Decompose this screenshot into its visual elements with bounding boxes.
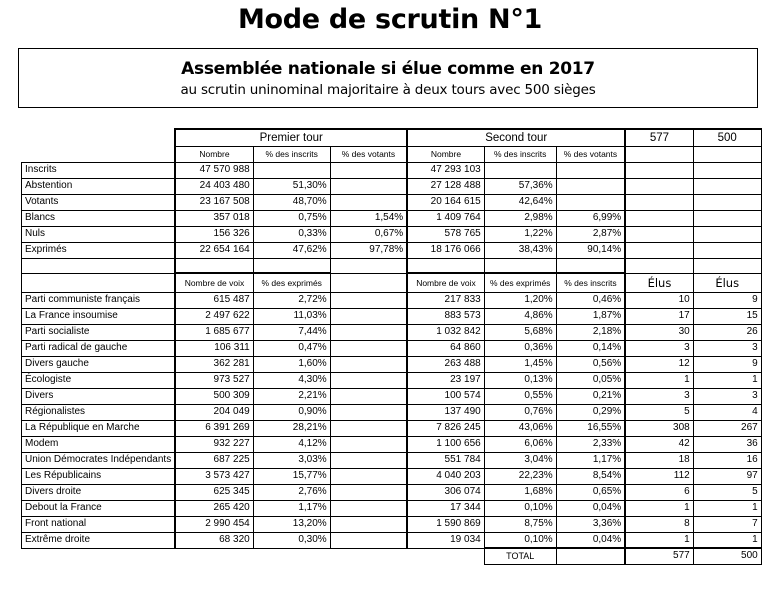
- t2-voix: 1 590 869: [407, 516, 484, 532]
- t1-pct-exprimes: 4,12%: [253, 436, 330, 452]
- elus-500: 7: [693, 516, 761, 532]
- t2-pct-votants: 90,14%: [556, 242, 625, 258]
- t1-voix: 265 420: [175, 500, 253, 516]
- t2-voix: 7 826 245: [407, 420, 484, 436]
- t1-voix: 973 527: [175, 372, 253, 388]
- empty-cell: [175, 548, 253, 564]
- t2-nombre: 47 293 103: [407, 162, 484, 178]
- header-elus-500: Élus: [693, 273, 761, 292]
- results-table: [21, 128, 762, 565]
- t2-pct-inscrits: 0,21%: [556, 388, 625, 404]
- party-row: [22, 420, 762, 436]
- t2-pct-exprimes: 0,36%: [484, 340, 556, 356]
- elus-500: 9: [693, 356, 761, 372]
- t1-voix: 625 345: [175, 484, 253, 500]
- empty-cell: [693, 226, 761, 242]
- t2-pct-inscrits: 2,33%: [556, 436, 625, 452]
- elus-500: 1: [693, 372, 761, 388]
- participation-row: [22, 162, 762, 178]
- t1-pct-votants: [330, 194, 407, 210]
- elus-577: 5: [625, 404, 693, 420]
- party-label: Front national: [22, 516, 176, 532]
- t2-voix: 100 574: [407, 388, 484, 404]
- empty-cell: [330, 308, 407, 324]
- t2-voix: 1 100 656: [407, 436, 484, 452]
- elus-500: 4: [693, 404, 761, 420]
- t2-pct-exprimes: 43,06%: [484, 420, 556, 436]
- elus-500: 3: [693, 340, 761, 356]
- page-title: Mode de scrutin N°1: [237, 4, 543, 35]
- empty-cell: [407, 258, 484, 273]
- t2-pct-inscrits: 3,36%: [556, 516, 625, 532]
- participation-row: [22, 210, 762, 226]
- t1-nombre: 357 018: [175, 210, 253, 226]
- row-label: Votants: [22, 194, 176, 210]
- t2-pct-exprimes: 5,68%: [484, 324, 556, 340]
- t2-pct-votants: 6,99%: [556, 210, 625, 226]
- elus-500: 267: [693, 420, 761, 436]
- t2-pct-inscrits: 57,36%: [484, 178, 556, 194]
- t2-pct-inscrits: 0,04%: [556, 532, 625, 548]
- t2-voix: 883 573: [407, 308, 484, 324]
- t2-pct-inscrits: 8,54%: [556, 468, 625, 484]
- party-row: [22, 500, 762, 516]
- t2-pct-inscrits: 38,43%: [484, 242, 556, 258]
- t1-pct-exprimes: 13,20%: [253, 516, 330, 532]
- participation-row: [22, 242, 762, 258]
- t1-pct-votants: [330, 178, 407, 194]
- party-row: [22, 532, 762, 548]
- t2-pct-votants: [556, 162, 625, 178]
- elus-577: 18: [625, 452, 693, 468]
- t2-voix: 64 860: [407, 340, 484, 356]
- t2-pct-inscrits: 0,46%: [556, 292, 625, 308]
- total-577: 577: [625, 548, 693, 564]
- header-nombre-t1: Nombre: [175, 146, 253, 162]
- empty-cell: [693, 194, 761, 210]
- empty-cell: [330, 436, 407, 452]
- t2-pct-inscrits: 0,65%: [556, 484, 625, 500]
- party-label: Régionalistes: [22, 404, 176, 420]
- t1-pct-exprimes: 11,03%: [253, 308, 330, 324]
- t2-pct-exprimes: 0,10%: [484, 500, 556, 516]
- party-row: [22, 516, 762, 532]
- t2-voix: 4 040 203: [407, 468, 484, 484]
- t2-nombre: 27 128 488: [407, 178, 484, 194]
- t2-voix: 23 197: [407, 372, 484, 388]
- empty-cell: [330, 356, 407, 372]
- t1-voix: 687 225: [175, 452, 253, 468]
- t2-pct-inscrits: 2,18%: [556, 324, 625, 340]
- row-label: Exprimés: [22, 242, 176, 258]
- subtitle-heading: Assemblée nationale si élue comme en 2017: [181, 59, 595, 79]
- t2-voix: 306 074: [407, 484, 484, 500]
- t1-voix: 1 685 677: [175, 324, 253, 340]
- t2-pct-inscrits: 0,04%: [556, 500, 625, 516]
- empty-cell: [330, 420, 407, 436]
- party-label: Parti socialiste: [22, 324, 176, 340]
- party-row: [22, 388, 762, 404]
- elus-500: 3: [693, 388, 761, 404]
- elus-577: 8: [625, 516, 693, 532]
- t2-pct-inscrits: 1,17%: [556, 452, 625, 468]
- t1-pct-inscrits: [253, 162, 330, 178]
- t2-nombre: 18 176 066: [407, 242, 484, 258]
- elus-500: 5: [693, 484, 761, 500]
- party-label: Les Républicains: [22, 468, 176, 484]
- t1-pct-exprimes: 1,60%: [253, 356, 330, 372]
- t1-pct-exprimes: 1,17%: [253, 500, 330, 516]
- elus-577: 10: [625, 292, 693, 308]
- t2-voix: 263 488: [407, 356, 484, 372]
- t2-pct-exprimes: 6,06%: [484, 436, 556, 452]
- party-row: [22, 452, 762, 468]
- total-500: 500: [693, 548, 761, 564]
- t1-voix: 3 573 427: [175, 468, 253, 484]
- row-label: Blancs: [22, 210, 176, 226]
- t2-pct-inscrits: 42,64%: [484, 194, 556, 210]
- t1-pct-inscrits: 48,70%: [253, 194, 330, 210]
- elus-500: 1: [693, 532, 761, 548]
- elus-577: 1: [625, 372, 693, 388]
- t1-pct-inscrits: 0,75%: [253, 210, 330, 226]
- empty-cell: [693, 258, 761, 273]
- elus-500: 9: [693, 292, 761, 308]
- header-pct-inscrits-t2b: % des inscrits: [556, 273, 625, 292]
- elus-500: 1: [693, 500, 761, 516]
- empty-cell: [22, 548, 176, 564]
- t2-pct-exprimes: 1,45%: [484, 356, 556, 372]
- t1-pct-exprimes: 3,03%: [253, 452, 330, 468]
- party-row: [22, 356, 762, 372]
- header-pct-votants-t2: % des votants: [556, 146, 625, 162]
- t1-pct-inscrits: 51,30%: [253, 178, 330, 194]
- elus-577: 6: [625, 484, 693, 500]
- empty-cell: [625, 258, 693, 273]
- party-label: Modem: [22, 436, 176, 452]
- empty-cell: [330, 484, 407, 500]
- t2-voix: 1 032 842: [407, 324, 484, 340]
- empty-cell: [330, 516, 407, 532]
- party-subheader-row: [22, 273, 762, 292]
- party-row: [22, 484, 762, 500]
- t2-voix: 551 784: [407, 452, 484, 468]
- elus-577: 3: [625, 340, 693, 356]
- t1-pct-exprimes: 2,76%: [253, 484, 330, 500]
- t1-pct-votants: 1,54%: [330, 210, 407, 226]
- party-row: [22, 404, 762, 420]
- t1-voix: 68 320: [175, 532, 253, 548]
- t1-voix: 204 049: [175, 404, 253, 420]
- party-label: Divers droite: [22, 484, 176, 500]
- t1-nombre: 156 326: [175, 226, 253, 242]
- party-label: La France insoumise: [22, 308, 176, 324]
- party-label: Extrême droite: [22, 532, 176, 548]
- t1-pct-votants: 97,78%: [330, 242, 407, 258]
- t1-pct-votants: 0,67%: [330, 226, 407, 242]
- header-nombre-voix-t2: Nombre de voix: [407, 273, 484, 292]
- t1-pct-exprimes: 15,77%: [253, 468, 330, 484]
- empty-cell: [330, 468, 407, 484]
- row-label: Abstention: [22, 178, 176, 194]
- elus-500: 36: [693, 436, 761, 452]
- elus-577: 1: [625, 532, 693, 548]
- t2-pct-inscrits: [484, 162, 556, 178]
- t1-voix: 932 227: [175, 436, 253, 452]
- t1-voix: 2 990 454: [175, 516, 253, 532]
- t2-pct-inscrits: 0,29%: [556, 404, 625, 420]
- party-row: [22, 372, 762, 388]
- t1-pct-exprimes: 0,47%: [253, 340, 330, 356]
- t2-pct-votants: 2,87%: [556, 226, 625, 242]
- elus-577: 42: [625, 436, 693, 452]
- header-nombre-t2: Nombre: [407, 146, 484, 162]
- empty-cell: [484, 258, 556, 273]
- total-label: TOTAL: [484, 548, 556, 564]
- party-row: [22, 292, 762, 308]
- header-pct-inscrits-t1: % des inscrits: [253, 146, 330, 162]
- header-second-tour: Second tour: [407, 129, 625, 146]
- empty-cell: [693, 242, 761, 258]
- t2-nombre: 20 164 615: [407, 194, 484, 210]
- party-label: Divers: [22, 388, 176, 404]
- t2-pct-exprimes: 1,20%: [484, 292, 556, 308]
- empty-cell: [330, 404, 407, 420]
- t2-pct-inscrits: 0,14%: [556, 340, 625, 356]
- t2-pct-inscrits: 2,98%: [484, 210, 556, 226]
- row-label: Inscrits: [22, 162, 176, 178]
- t2-voix: 17 344: [407, 500, 484, 516]
- t2-pct-votants: [556, 178, 625, 194]
- separator-row: [22, 258, 762, 273]
- empty-cell: [330, 452, 407, 468]
- t1-pct-inscrits: 47,62%: [253, 242, 330, 258]
- empty-cell: [625, 242, 693, 258]
- t1-pct-exprimes: 4,30%: [253, 372, 330, 388]
- t2-pct-exprimes: 8,75%: [484, 516, 556, 532]
- t2-pct-exprimes: 0,13%: [484, 372, 556, 388]
- empty-cell: [330, 532, 407, 548]
- participation-row: [22, 194, 762, 210]
- party-label: La République en Marche: [22, 420, 176, 436]
- empty-cell: [693, 162, 761, 178]
- elus-500: 26: [693, 324, 761, 340]
- empty-cell: [330, 292, 407, 308]
- party-label: Union Démocrates Indépendants: [22, 452, 176, 468]
- elus-577: 3: [625, 388, 693, 404]
- header-500: 500: [693, 129, 761, 146]
- empty-cell: [330, 372, 407, 388]
- header-nombre-voix-t1: Nombre de voix: [175, 273, 253, 292]
- t1-voix: 500 309: [175, 388, 253, 404]
- t2-pct-inscrits: 0,05%: [556, 372, 625, 388]
- empty-cell: [330, 500, 407, 516]
- t1-voix: 362 281: [175, 356, 253, 372]
- elus-577: 1: [625, 500, 693, 516]
- empty-cell: [556, 548, 625, 564]
- party-label: Parti communiste français: [22, 292, 176, 308]
- elus-577: 308: [625, 420, 693, 436]
- t2-pct-votants: [556, 194, 625, 210]
- header-pct-exprimes-t1: % des exprimés: [253, 273, 330, 292]
- t1-voix: 6 391 269: [175, 420, 253, 436]
- t1-nombre: 23 167 508: [175, 194, 253, 210]
- empty-cell: [556, 258, 625, 273]
- elus-500: 15: [693, 308, 761, 324]
- t2-pct-exprimes: 4,86%: [484, 308, 556, 324]
- header-premier-tour: Premier tour: [175, 129, 407, 146]
- participation-subheader-row: [22, 146, 762, 162]
- t1-pct-votants: [330, 162, 407, 178]
- t2-nombre: 578 765: [407, 226, 484, 242]
- t1-pct-exprimes: 0,30%: [253, 532, 330, 548]
- empty-cell: [693, 178, 761, 194]
- party-row: [22, 324, 762, 340]
- empty-cell: [330, 258, 407, 273]
- empty-cell: [253, 258, 330, 273]
- empty-cell: [330, 324, 407, 340]
- empty-cell: [625, 178, 693, 194]
- party-row: [22, 436, 762, 452]
- header-577: 577: [625, 129, 693, 146]
- header-elus-577: Élus: [625, 273, 693, 292]
- participation-row: [22, 178, 762, 194]
- header-pct-votants-t1: % des votants: [330, 146, 407, 162]
- t2-pct-inscrits: 0,56%: [556, 356, 625, 372]
- party-label: Divers gauche: [22, 356, 176, 372]
- empty-cell: [330, 548, 407, 564]
- header-pct-inscrits-t2: % des inscrits: [484, 146, 556, 162]
- elus-577: 12: [625, 356, 693, 372]
- empty-cell: [22, 273, 176, 292]
- t1-voix: 615 487: [175, 292, 253, 308]
- t1-pct-inscrits: 0,33%: [253, 226, 330, 242]
- t1-pct-exprimes: 2,72%: [253, 292, 330, 308]
- empty-cell: [625, 210, 693, 226]
- t2-pct-exprimes: 1,68%: [484, 484, 556, 500]
- t1-pct-exprimes: 28,21%: [253, 420, 330, 436]
- t2-nombre: 1 409 764: [407, 210, 484, 226]
- empty-cell: [625, 226, 693, 242]
- empty-cell: [330, 273, 407, 292]
- party-label: Écologiste: [22, 372, 176, 388]
- t2-pct-exprimes: 0,76%: [484, 404, 556, 420]
- party-row: [22, 340, 762, 356]
- t2-pct-inscrits: 1,22%: [484, 226, 556, 242]
- t2-pct-exprimes: 0,55%: [484, 388, 556, 404]
- empty-cell: [330, 388, 407, 404]
- t1-voix: 2 497 622: [175, 308, 253, 324]
- t1-nombre: 24 403 480: [175, 178, 253, 194]
- party-label: Parti radical de gauche: [22, 340, 176, 356]
- t1-pct-exprimes: 7,44%: [253, 324, 330, 340]
- elus-500: 97: [693, 468, 761, 484]
- total-row: [22, 548, 762, 564]
- t1-nombre: 47 570 988: [175, 162, 253, 178]
- t1-nombre: 22 654 164: [175, 242, 253, 258]
- elus-577: 17: [625, 308, 693, 324]
- elus-500: 16: [693, 452, 761, 468]
- elus-577: 30: [625, 324, 693, 340]
- t2-pct-exprimes: 0,10%: [484, 532, 556, 548]
- subtitle-box: [18, 48, 758, 108]
- round-header-row: [22, 129, 762, 146]
- participation-row: [22, 226, 762, 242]
- t2-pct-inscrits: 1,87%: [556, 308, 625, 324]
- party-label: Debout la France: [22, 500, 176, 516]
- party-row: [22, 308, 762, 324]
- empty-cell: [625, 162, 693, 178]
- t2-voix: 137 490: [407, 404, 484, 420]
- t2-pct-exprimes: 22,23%: [484, 468, 556, 484]
- row-label: Nuls: [22, 226, 176, 242]
- header-pct-exprimes-t2: % des exprimés: [484, 273, 556, 292]
- empty-cell: [625, 194, 693, 210]
- subtitle-description: au scrutin uninominal majoritaire à deux tours avec 500 sièges: [180, 82, 596, 98]
- t2-pct-inscrits: 16,55%: [556, 420, 625, 436]
- empty-cell: [175, 258, 253, 273]
- empty-cell: [693, 210, 761, 226]
- empty-cell: [22, 258, 176, 273]
- elus-577: 112: [625, 468, 693, 484]
- party-row: [22, 468, 762, 484]
- t1-voix: 106 311: [175, 340, 253, 356]
- t2-voix: 217 833: [407, 292, 484, 308]
- empty-cell: [253, 548, 330, 564]
- t1-pct-exprimes: 2,21%: [253, 388, 330, 404]
- empty-cell: [407, 548, 484, 564]
- t2-voix: 19 034: [407, 532, 484, 548]
- t1-pct-exprimes: 0,90%: [253, 404, 330, 420]
- t2-pct-exprimes: 3,04%: [484, 452, 556, 468]
- empty-cell: [330, 340, 407, 356]
